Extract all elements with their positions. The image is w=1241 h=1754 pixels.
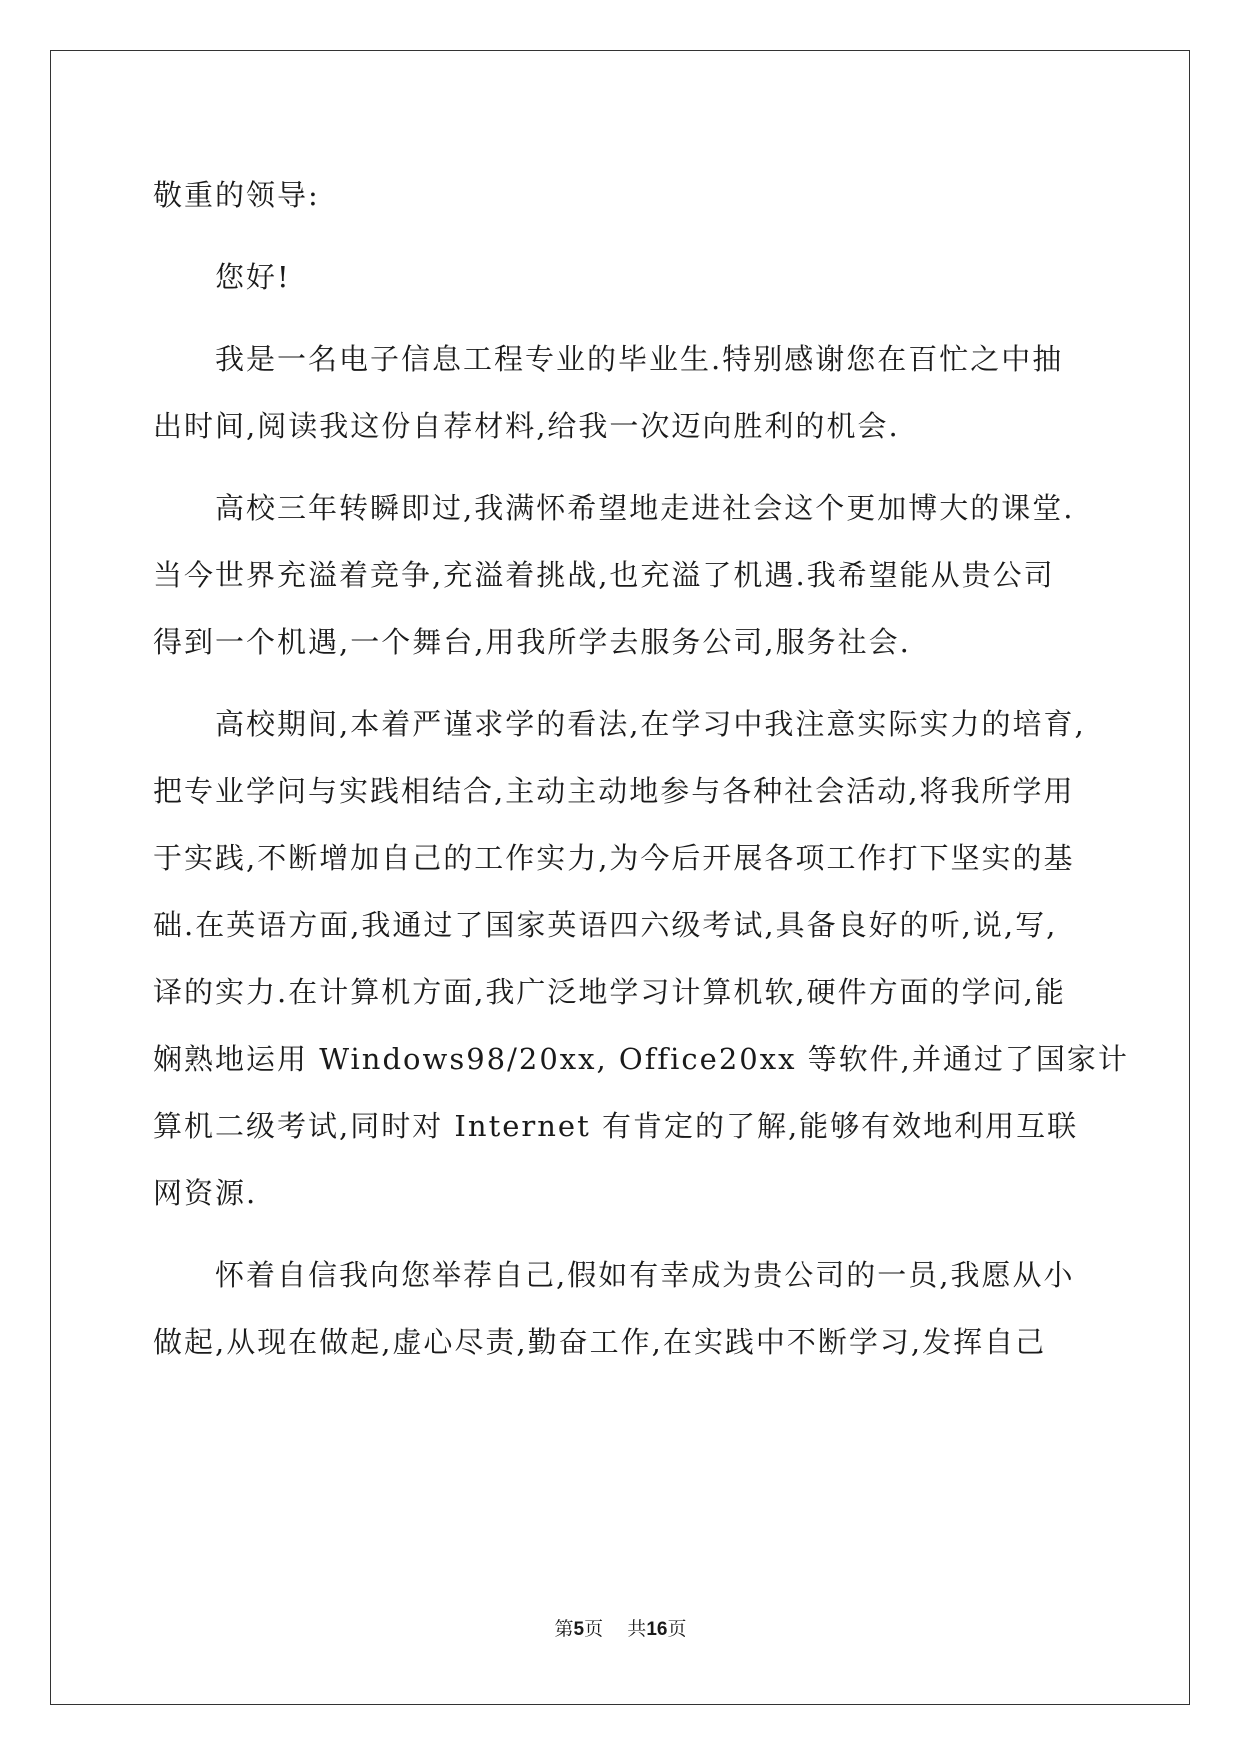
footer-total-pages: 16 <box>646 1619 668 1640</box>
text-line: 高校期间,本着严谨求学的看法,在学习中我注意实际实力的培育, <box>215 707 1086 741</box>
footer-total-suffix: 页 <box>667 1618 687 1640</box>
text-line: 译的实力.在计算机方面,我广泛地学习计算机软,硬件方面的学问,能 <box>153 975 1066 1009</box>
footer-prefix: 第 <box>554 1618 574 1640</box>
text-line: 怀着自信我向您举荐自己,假如有幸成为贵公司的一员,我愿从小 <box>215 1258 1075 1292</box>
text-line: 我是一名电子信息工程专业的毕业生.特别感谢您在百忙之中抽 <box>215 342 1064 376</box>
text-line: 得到一个机遇,一个舞台,用我所学去服务公司,服务社会. <box>153 625 911 659</box>
letter-body <box>153 162 1129 1376</box>
text-line: 敬重的领导: <box>153 178 320 212</box>
text-line: 于实践,不断增加自己的工作实力,为今后开展各项工作打下坚实的基 <box>153 841 1075 875</box>
footer-spacer <box>603 1618 627 1640</box>
footer-total-prefix: 共 <box>627 1618 647 1640</box>
text-line: 把专业学问与实践相结合,主动主动地参与各种社会活动,将我所学用 <box>153 774 1075 808</box>
text-line: 您好! <box>215 260 291 294</box>
page-footer <box>0 1614 1241 1641</box>
text-line: 出时间,阅读我这份自荐材料,给我一次迈向胜利的机会. <box>153 409 900 443</box>
text-line: 当今世界充溢着竞争,充溢着挑战,也充溢了机遇.我希望能从贵公司 <box>153 558 1055 592</box>
footer-current-page: 5 <box>573 1619 585 1640</box>
text-line: 网资源. <box>153 1176 258 1210</box>
footer-page-suffix: 页 <box>584 1618 604 1640</box>
text-line: 做起,从现在做起,虚心尽责,勤奋工作,在实践中不断学习,发挥自己 <box>153 1325 1047 1359</box>
text-line: 高校三年转瞬即过,我满怀希望地走进社会这个更加博大的课堂. <box>215 491 1075 525</box>
text-line: 础.在英语方面,我通过了国家英语四六级考试,具备良好的听,说,写, <box>153 908 1058 942</box>
text-line: 算机二级考试,同时对 Internet 有肯定的了解,能够有效地利用互联 <box>153 1109 1079 1143</box>
text-line: 娴熟地运用 Windows98/20xx, Office20xx 等软件,并通过了国家计 <box>153 1042 1129 1076</box>
